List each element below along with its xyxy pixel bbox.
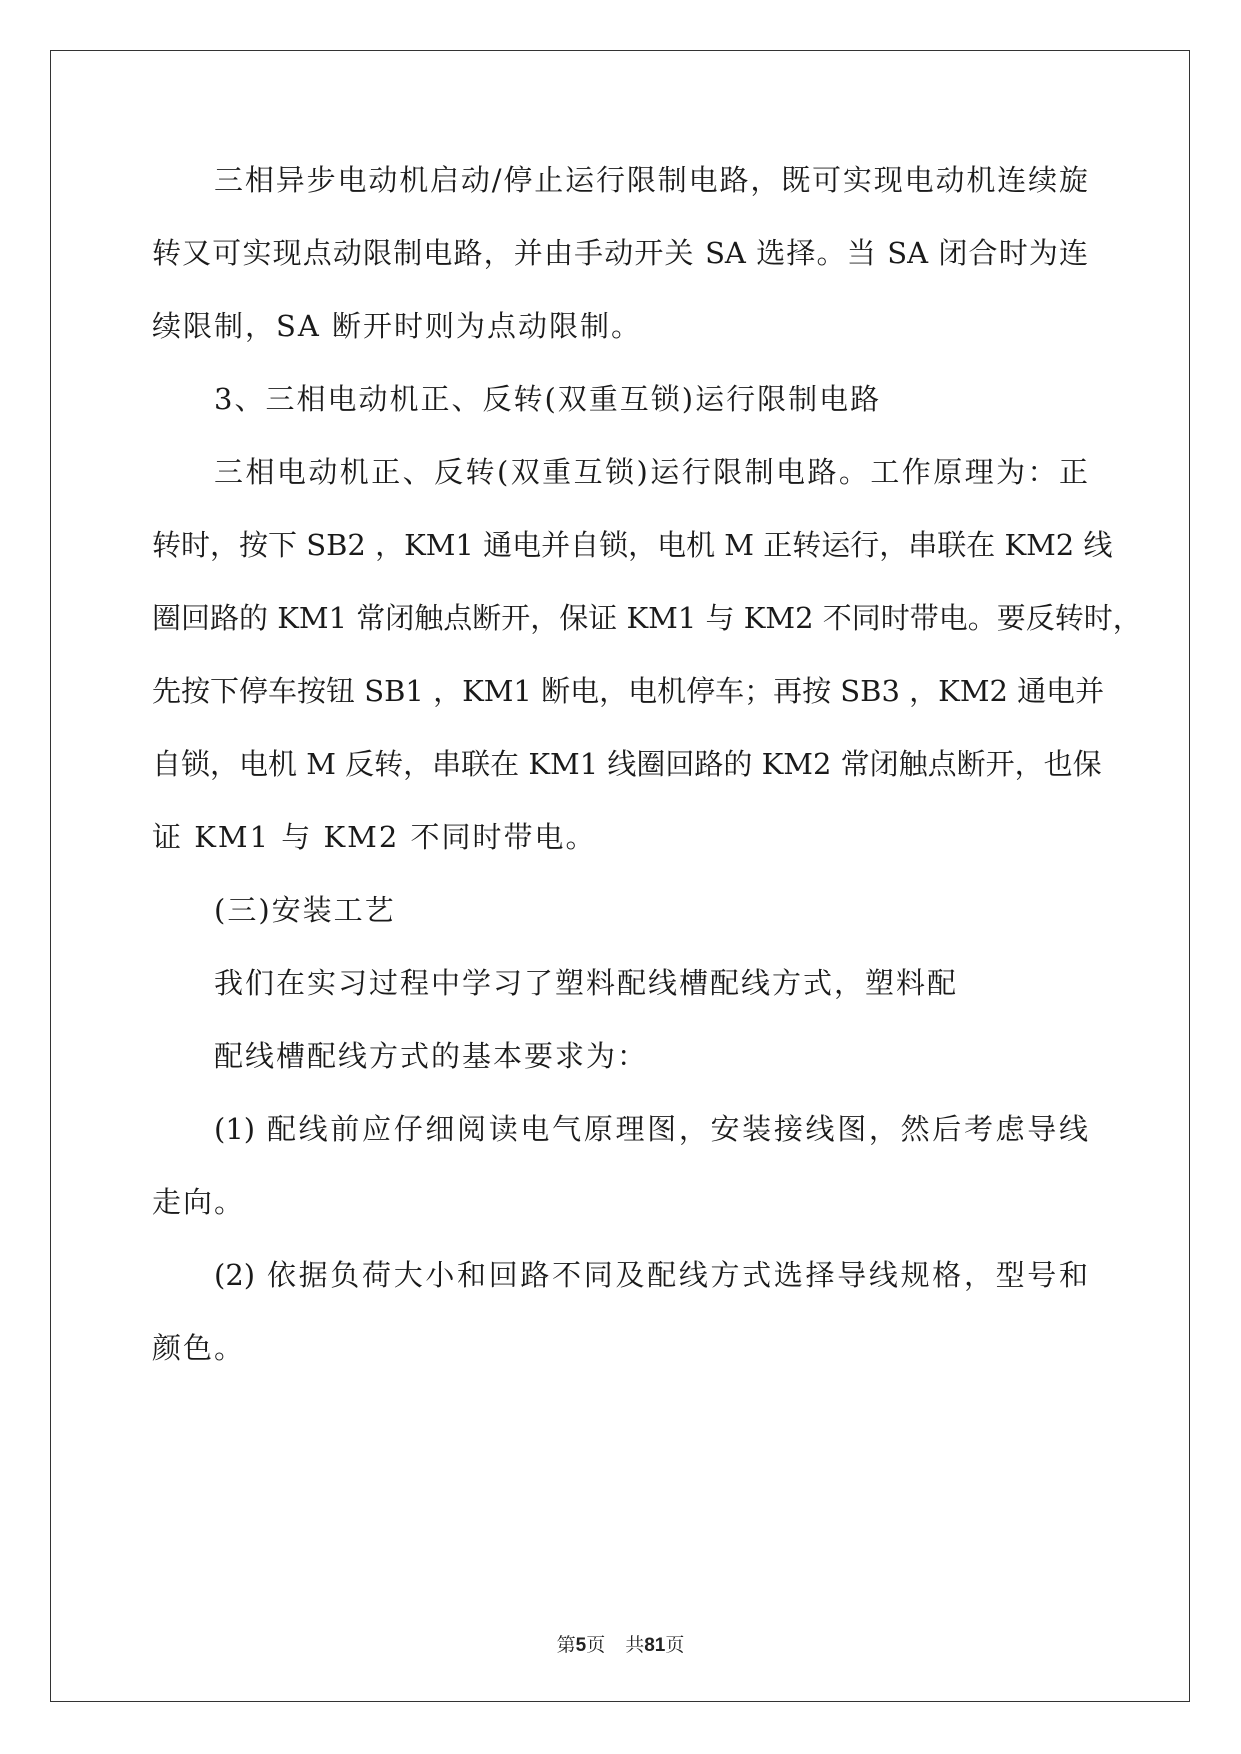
page-frame <box>50 50 1190 1702</box>
footer-page-suffix: 页 <box>586 1634 606 1656</box>
footer-page-number: 5 <box>575 1635 587 1656</box>
footer-prefix: 第 <box>556 1634 576 1656</box>
section-heading-installation: (三)安装工艺 <box>214 893 396 927</box>
paragraph-7-line-2: 走向。 <box>152 1185 246 1219</box>
paragraph-1-line-2: 转又可实现点动限制电路，并由手动开关 SA 选择。当 SA 闭合时为连 <box>152 236 1088 270</box>
paragraph-1-line-3: 续限制，SA 断开时则为点动限制。 <box>152 309 643 343</box>
paragraph-1-line-1: 三相异步电动机启动/停止运行限制电路，既可实现电动机连续旋 <box>214 163 1088 197</box>
footer-total-prefix: 共 <box>625 1634 645 1656</box>
paragraph-3-line-2: 转时，按下 SB2 ，KM1 通电并自锁，电机 M 正转运行，串联在 KM2 线 <box>152 528 1113 562</box>
paragraph-3-line-1: 三相电动机正、反转(双重互锁)运行限制电路。工作原理为：正 <box>214 455 1088 489</box>
paragraph-5-line-1: 我们在实习过程中学习了塑料配线槽配线方式，塑料配 <box>214 966 959 1000</box>
paragraph-8-line-1: (2) 依据负荷大小和回路不同及配线方式选择导线规格，型号和 <box>214 1258 1088 1292</box>
paragraph-3-line-5: 自锁，电机 M 反转，串联在 KM1 线圈回路的 KM2 常闭触点断开，也保 <box>152 747 1102 781</box>
paragraph-7-line-1: (1) 配线前应仔细阅读电气原理图，安装接线图，然后考虑导线 <box>214 1112 1088 1146</box>
paragraph-8-line-2: 颜色。 <box>152 1331 246 1365</box>
footer-total-pages: 81 <box>644 1635 666 1656</box>
footer-total-suffix: 页 <box>665 1634 685 1656</box>
section-heading-3: 3、三相电动机正、反转(双重互锁)运行限制电路 <box>214 382 882 416</box>
paragraph-3-line-3: 圈回路的 KM1 常闭触点断开，保证 KM1 与 KM2 不同时带电。要反转时， <box>152 601 1142 635</box>
page-footer <box>0 1633 1241 1658</box>
paragraph-6-line-1: 配线槽配线方式的基本要求为： <box>214 1039 649 1073</box>
paragraph-3-line-6: 证 KM1 与 KM2 不同时带电。 <box>152 820 597 854</box>
paragraph-3-line-4: 先按下停车按钮 SB1 ，KM1 断电，电机停车；再按 SB3 ，KM2 通电并 <box>152 674 1105 708</box>
